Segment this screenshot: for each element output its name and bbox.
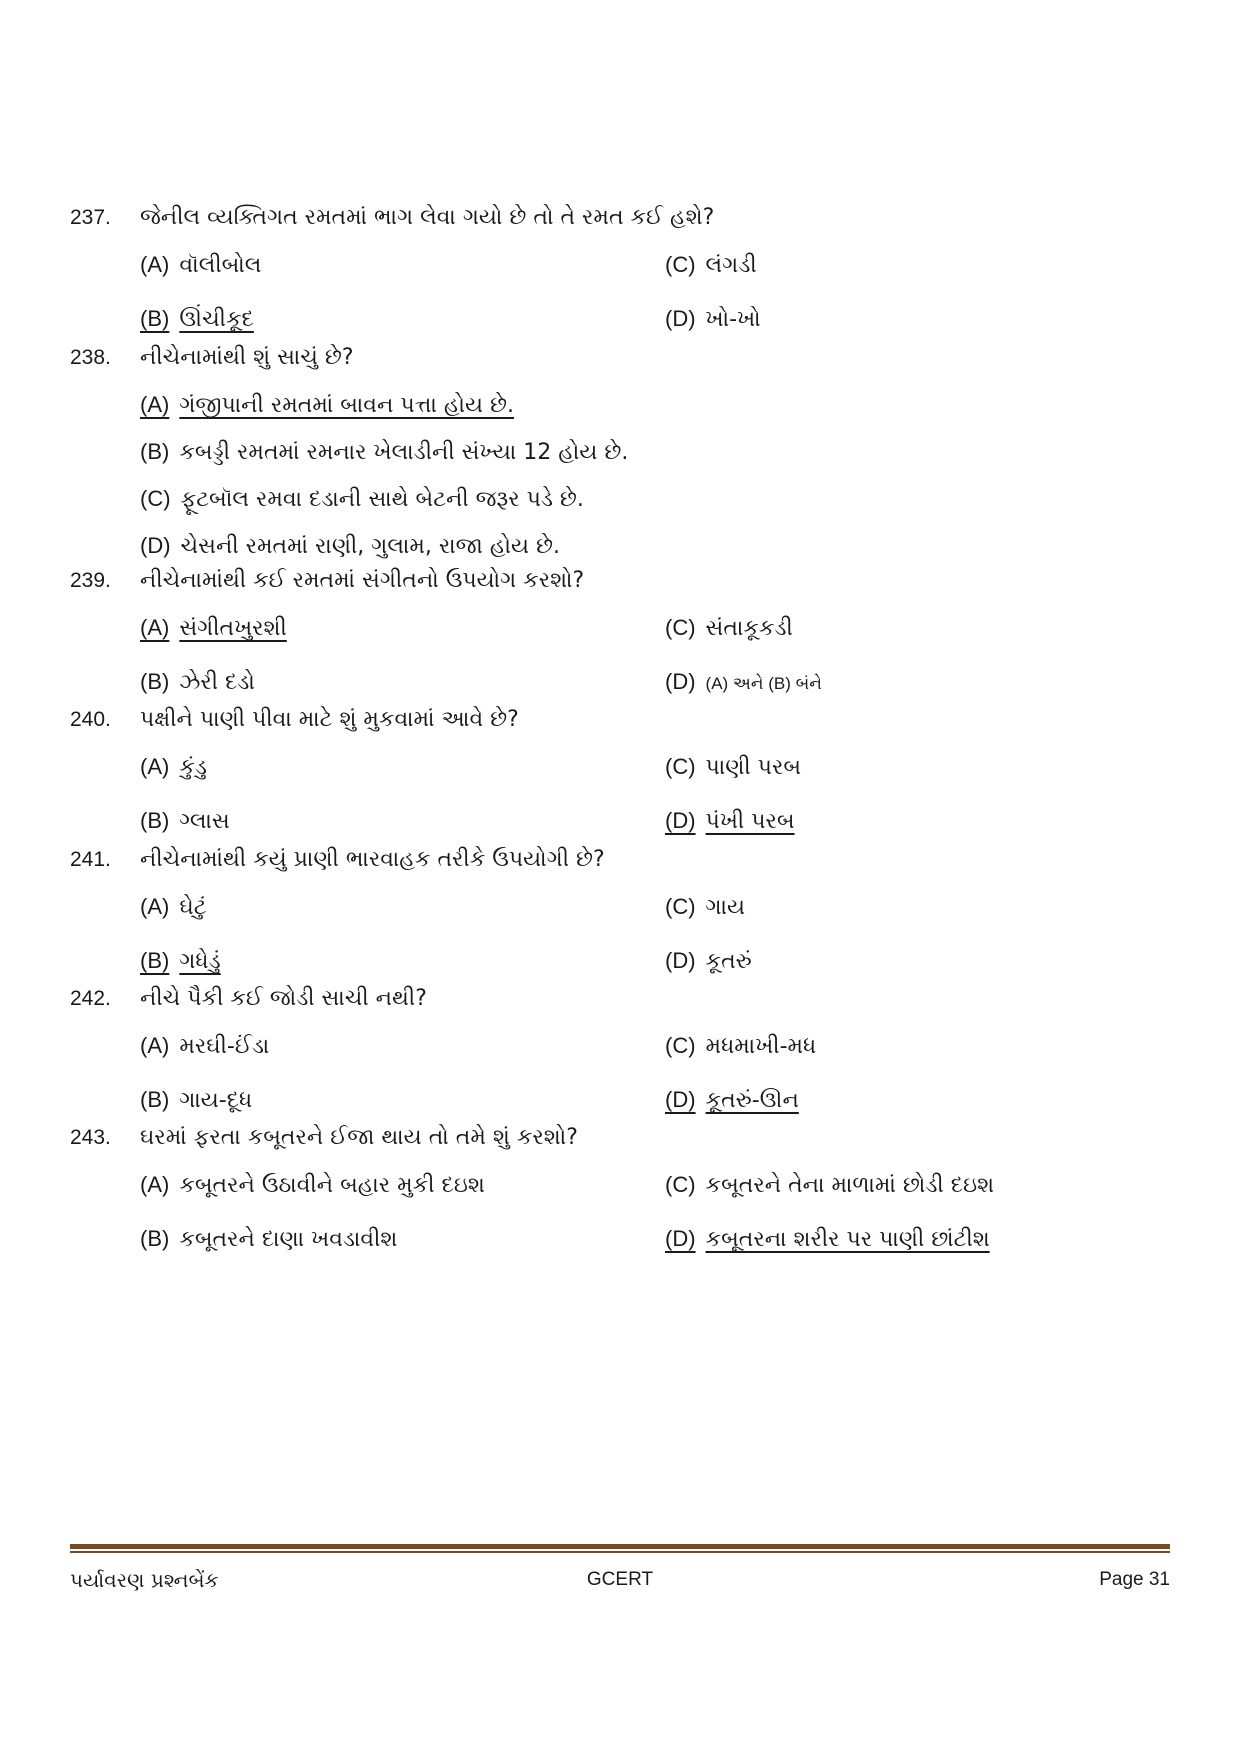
option-a: (A) મરઘી-ઈંડા	[140, 1033, 270, 1059]
option-d: (D) ચેસની રમતમાં રાણી, ગુલામ, રાજા હોય છે.	[140, 533, 560, 559]
option-c: (C) લંગડી	[665, 252, 757, 278]
question-text: જેનીલ વ્યક્તિગત રમતમાં ભાગ લેવા ગયો છે તો તે રમત કઈ હશે?	[140, 205, 715, 230]
option-d-correct: (D) પંખી પરબ	[665, 808, 795, 834]
option-b: (B) ગ્લાસ	[140, 808, 230, 834]
option-d: (D) કૂતરું	[665, 948, 752, 974]
question-number: 237.	[70, 206, 111, 229]
option-d-correct: (D) કૂતરું-ઊન	[665, 1087, 799, 1113]
question-243	[70, 1118, 1170, 1266]
option-c: (C) પાણી પરબ	[665, 754, 802, 780]
question-237	[70, 198, 1170, 346]
footer-page-number: Page 31	[1099, 1569, 1170, 1590]
question-240	[70, 700, 1170, 848]
footer-divider-thin	[70, 1551, 1170, 1553]
question-number: 241.	[70, 848, 111, 871]
footer-divider-thick	[70, 1544, 1170, 1549]
option-c: (C) સંતાકૂકડી	[665, 615, 793, 641]
option-b: (B) ઝેરી દડો	[140, 669, 255, 695]
option-d: (D) (A) અને (B) બંને	[665, 669, 822, 694]
option-d: (D) ખો-ખો	[665, 306, 761, 332]
option-b-correct: (B) ઊંચીકૂદ	[140, 306, 254, 332]
question-text: નીચેનામાંથી કઈ રમતમાં સંગીતનો ઉપયોગ કરશો?	[140, 568, 585, 593]
question-number: 242.	[70, 987, 111, 1010]
question-242	[70, 979, 1170, 1127]
question-text: પક્ષીને પાણી પીવા માટે શું મુકવામાં આવે છે?	[140, 707, 519, 732]
question-text: નીચેનામાંથી શું સાચું છે?	[140, 345, 354, 370]
question-238	[70, 338, 1170, 566]
option-a-correct: (A) ગંજીપાની રમતમાં બાવન પત્તા હોય છે.	[140, 392, 514, 418]
option-b: (B) કબડ્ડી રમતમાં રમનાર ખેલાડીની સંખ્યા 12 હોય છે.	[140, 439, 629, 465]
question-number: 238.	[70, 346, 111, 369]
footer-book-title: પર્યાવરણ પ્રશ્નબેંક	[70, 1568, 219, 1592]
option-b: (B) ગાય-દૂધ	[140, 1087, 253, 1113]
option-c: (C) મધમાખી-મધ	[665, 1033, 817, 1059]
option-a-correct: (A) સંગીતખુરશી	[140, 615, 287, 641]
option-a: (A) કબૂતરને ઉઠાવીને બહાર મુકી દઇશ	[140, 1172, 485, 1198]
option-a: (A) વૉલીબોલ	[140, 252, 262, 278]
question-number: 240.	[70, 708, 111, 731]
page-footer	[70, 1565, 1170, 1595]
question-number: 239.	[70, 569, 111, 592]
option-c: (C) ગાય	[665, 894, 746, 920]
option-c: (C) કબૂતરને તેના માળામાં છોડી દઇશ	[665, 1172, 995, 1198]
question-text: નીચેનામાંથી કયું પ્રાણી ભારવાહક તરીકે ઉપયોગી છે?	[140, 847, 605, 872]
question-239	[70, 561, 1170, 709]
question-241	[70, 840, 1170, 988]
question-text: ઘરમાં ફરતા કબૂતરને ઈજા થાય તો તમે શું કરશો?	[140, 1125, 578, 1150]
option-a: (A) ઘેટું	[140, 894, 207, 920]
question-number: 243.	[70, 1126, 111, 1149]
option-c: (C) ફૂટબૉલ રમવા દડાની સાથે બેટની જરૂર પડે છે.	[140, 486, 584, 512]
option-a: (A) કુંડુ	[140, 754, 207, 780]
option-b: (B) કબૂતરને દાણા ખવડાવીશ	[140, 1226, 398, 1252]
option-b-correct: (B) ગધેડું	[140, 948, 221, 974]
option-d-correct: (D) કબૂતરના શરીર પર પાણી છાંટીશ	[665, 1226, 990, 1252]
question-text: નીચે પૈકી કઈ જોડી સાચી નથી?	[140, 986, 427, 1011]
footer-publisher: GCERT	[586, 1569, 654, 1590]
